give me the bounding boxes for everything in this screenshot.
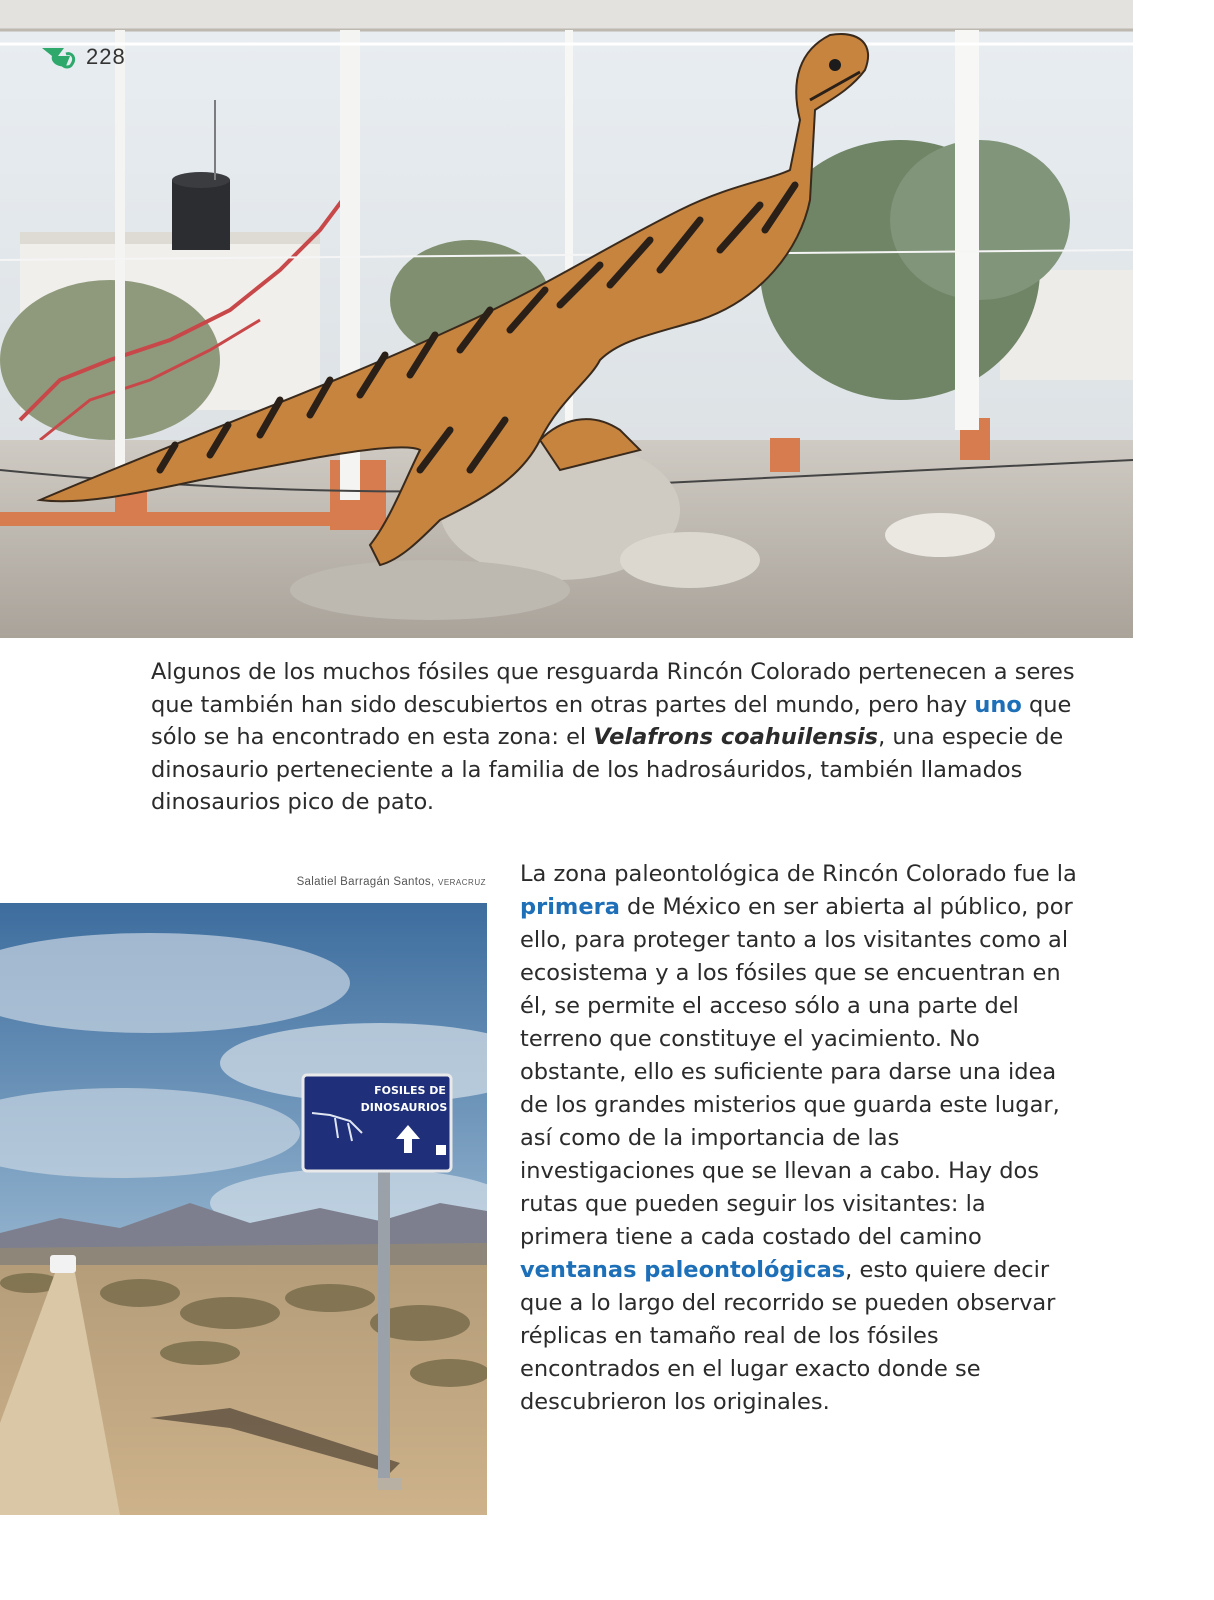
intro-paragraph: Algunos de los muchos fósiles que resguarda Rincón Colorado pertenecen a seres que también han sido descubiertos en otras partes del mundo, pero hay uno que sólo se ha encontrado en esta zona: el Velafrons coahuilensis, una especie de dinosaurio perteneciente a la familia de los hadrosáuridos, también llamados dinosaurios pico de pato. <box>151 659 1075 815</box>
leaf-badge-icon <box>40 44 78 70</box>
page-badge <box>40 44 126 70</box>
highlight-primera: primera <box>520 894 620 920</box>
road-sign-photo <box>0 903 487 1515</box>
highlight-ventanas: ventanas paleontológicas <box>520 1257 846 1283</box>
photo-credit: Salatiel Barragán Santos, VERACRUZ <box>296 876 486 888</box>
body-paragraph: La zona paleontológica de Rincón Colorado fue la primera de México en ser abierta al público, por ello, para proteger tanto a los visitantes como al ecosistema y a los fósiles que se encuentran en él, se permite el acceso sólo a una parte del terreno que constituye el yacimiento. No obstante, ello es suficiente para darse una idea de los grandes misterios que guarda este lugar, así como de la importancia de las investigaciones que se llevan a cabo. Hay dos rutas que pueden seguir los visitantes: la primera tiene a cada costado del camino ventanas paleontológicas, esto quiere decir que a lo largo del recorrido se pueden observar réplicas en tamaño real de los fósiles encontrados en el lugar exacto donde se descubrieron los originales. <box>520 861 1077 1415</box>
dinosaur-replica-photo <box>0 0 1133 638</box>
page-number: 228 <box>86 44 126 69</box>
sign-line-1: FOSILES DE <box>374 1084 446 1097</box>
species-name: Velafrons coahuilensis <box>593 724 879 750</box>
sign-line-2: DINOSAURIOS <box>360 1101 448 1114</box>
highlight-uno: uno <box>974 691 1022 718</box>
